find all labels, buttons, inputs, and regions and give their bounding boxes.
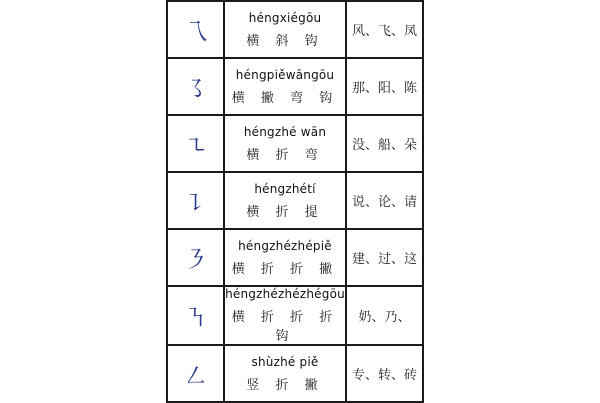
stroke-table: [166, 0, 424, 403]
stroke-name-cell: [224, 345, 346, 402]
stroke-examples: 奶、乃、: [346, 286, 423, 345]
table-row: [167, 1, 423, 58]
stroke-glyph-cell: [167, 345, 224, 402]
stroke-glyph-cell: [167, 229, 224, 286]
stroke-name: 横 折 折 折 钩: [231, 310, 339, 344]
stroke-name: 横 折 提: [246, 204, 324, 220]
stroke-examples: 专、转、砖: [346, 345, 423, 402]
stroke-examples: 说、论、请: [346, 172, 423, 229]
stroke-glyph-cell: [167, 1, 224, 58]
stroke-name: 横 撇 弯 钩: [231, 90, 339, 106]
stroke-glyph: 乁: [183, 18, 208, 46]
stroke-glyph: ㇋: [183, 246, 208, 274]
stroke-examples: 那、阳、陈: [346, 58, 423, 115]
stroke-examples: 没、船、朵: [346, 115, 423, 172]
stroke-glyph-cell: [167, 58, 224, 115]
stroke-glyph-cell: [167, 286, 224, 345]
stroke-pinyin: héngzhézhépiě: [238, 238, 332, 253]
stroke-glyph-cell: [167, 115, 224, 172]
stroke-glyph: ㇌: [183, 75, 208, 103]
stroke-pinyin: héngzhétí: [254, 181, 316, 196]
stroke-examples: 建、过、这: [346, 229, 423, 286]
stroke-name-cell: [224, 1, 346, 58]
stroke-name-cell: [224, 115, 346, 172]
stroke-pinyin: héngzhézhézhégōu: [225, 287, 345, 301]
table-row: [167, 58, 423, 115]
stroke-pinyin: shùzhé piě: [251, 354, 319, 369]
table-row: [167, 345, 423, 402]
stroke-pinyin: héngpiěwāngōu: [235, 67, 335, 82]
stroke-glyph-cell: [167, 172, 224, 229]
stroke-name: 竖 折 撇: [246, 377, 324, 393]
stroke-name: 横 折 弯: [246, 147, 324, 163]
stroke-name-cell: [224, 172, 346, 229]
table-row: [167, 115, 423, 172]
stroke-name-cell: [224, 229, 346, 286]
stroke-name-cell: [224, 58, 346, 115]
stroke-glyph: ㇊: [183, 189, 208, 217]
table-row: [167, 286, 423, 345]
table-row: [167, 229, 423, 286]
stroke-glyph: ㇎: [183, 304, 208, 332]
stroke-name: 横 斜 钩: [246, 33, 324, 49]
stroke-glyph: ㇜: [183, 362, 208, 390]
stroke-examples: 风、飞、凤: [346, 1, 423, 58]
stroke-name-cell: [224, 286, 346, 345]
stroke-pinyin: héngzhé wān: [243, 124, 327, 139]
stroke-glyph: ㇍: [183, 132, 208, 160]
stroke-pinyin: héngxiégōu: [248, 10, 322, 25]
stroke-name: 横 折 折 撇: [231, 261, 339, 277]
table-row: [167, 172, 423, 229]
